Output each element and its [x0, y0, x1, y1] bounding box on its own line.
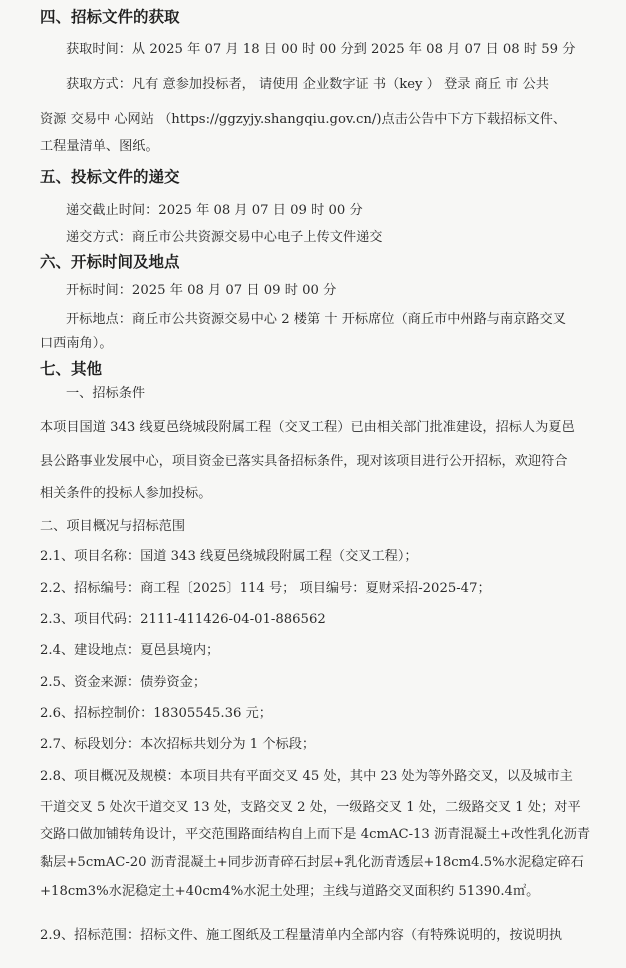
submission-method: 递交方式：商丘市公共资源交易中心电子上传文件递交: [66, 230, 383, 245]
acquisition-time: 获取时间：从 2025 年 07 月 18 日 00 时 00 分到 2025 年 08 月 07 日 08 时 59 分: [66, 42, 576, 57]
opening-place-line1: 开标地点：商丘市公共资源交易中心 2 楼第 十 开标席位（商丘市中州路与南京路交叉: [66, 312, 566, 327]
section-5-heading: 五、投标文件的递交: [40, 168, 180, 186]
item-2-8-line4: 黏层+5cmAC-20 沥青混凝土+同步沥青碎石封层+乳化沥青透层+18cm4.5%水泥稳定碎石: [40, 855, 584, 870]
subsection-2-title: 二、项目概况与招标范围: [40, 519, 186, 534]
item-2-4: 2.4、建设地点：夏邑县境内；: [40, 643, 220, 658]
submission-deadline: 递交截止时间：2025 年 08 月 07 日 09 时 00 分: [66, 203, 363, 218]
item-2-8-line3: 交路口做加铺转角设计，平交范围路面结构自上而下是 4cmAC-13 沥青混凝土+改性乳化沥青: [40, 827, 591, 842]
acquisition-method-line2: 资源 交易中 心网站 （https://ggzyjy.shangqiu.gov.cn/)点击公告中下方下载招标文件、: [40, 112, 567, 127]
item-2-7: 2.7、标段划分：本次招标共划分为 1 个标段；: [40, 737, 316, 752]
item-2-8-line5: +18cm3%水泥稳定土+40cm4%水泥土处理；主线与道路交叉面积约 51390.4㎡。: [40, 884, 540, 899]
item-2-6: 2.6、招标控制价：18305545.36 元；: [40, 706, 272, 721]
acquisition-method-line3: 工程量清单、图纸。: [40, 139, 159, 154]
tender-condition-line1: 本项目国道 343 线夏邑绕城段附属工程（交叉工程）已由相关部门批准建设，招标人为夏邑: [40, 420, 575, 435]
section-4-heading: 四、招标文件的获取: [40, 8, 180, 26]
opening-time: 开标时间：2025 年 08 月 07 日 09 时 00 分: [66, 283, 337, 298]
section-7-heading: 七、其他: [40, 360, 103, 378]
acquisition-method-line1: 获取方式：凡有 意参加投标者， 请使用 企业数字证 书（key ） 登录 商丘 市 公共: [66, 77, 549, 92]
item-2-8-line1: 2.8、项目概况及规模：本项目共有平面交叉 45 处，其中 23 处为等外路交叉，以及城市主: [40, 769, 573, 784]
item-2-9-line1: 2.9、招标范围：招标文件、施工图纸及工程量清单内全部内容（有特殊说明的，按说明执: [40, 928, 563, 943]
item-2-3: 2.3、项目代码：2111-411426-04-01-886562: [40, 612, 326, 627]
subsection-1-title: 一、招标条件: [66, 386, 146, 401]
item-2-8-line2: 干道交叉 5 处次干道交叉 13 处，支路交叉 2 处，一级路交叉 1 处，二级路交叉 1 处；对平: [40, 800, 581, 815]
item-2-1: 2.1、项目名称：国道 343 线夏邑绕城段附属工程（交叉工程）；: [40, 549, 418, 564]
item-2-2: 2.2、招标编号：商工程〔2025〕114 号； 项目编号：夏财采招-2025-47；: [40, 581, 491, 596]
tender-condition-line2: 县公路事业发展中心，项目资金已落实具备招标条件，现对该项目进行公开招标，欢迎符合: [40, 454, 568, 469]
opening-place-line2: 口西南角）。: [40, 336, 113, 351]
tender-condition-line3: 相关条件的投标人参加投标。: [40, 486, 212, 501]
section-6-heading: 六、开标时间及地点: [40, 253, 180, 271]
item-2-5: 2.5、资金来源：债券资金；: [40, 675, 207, 690]
